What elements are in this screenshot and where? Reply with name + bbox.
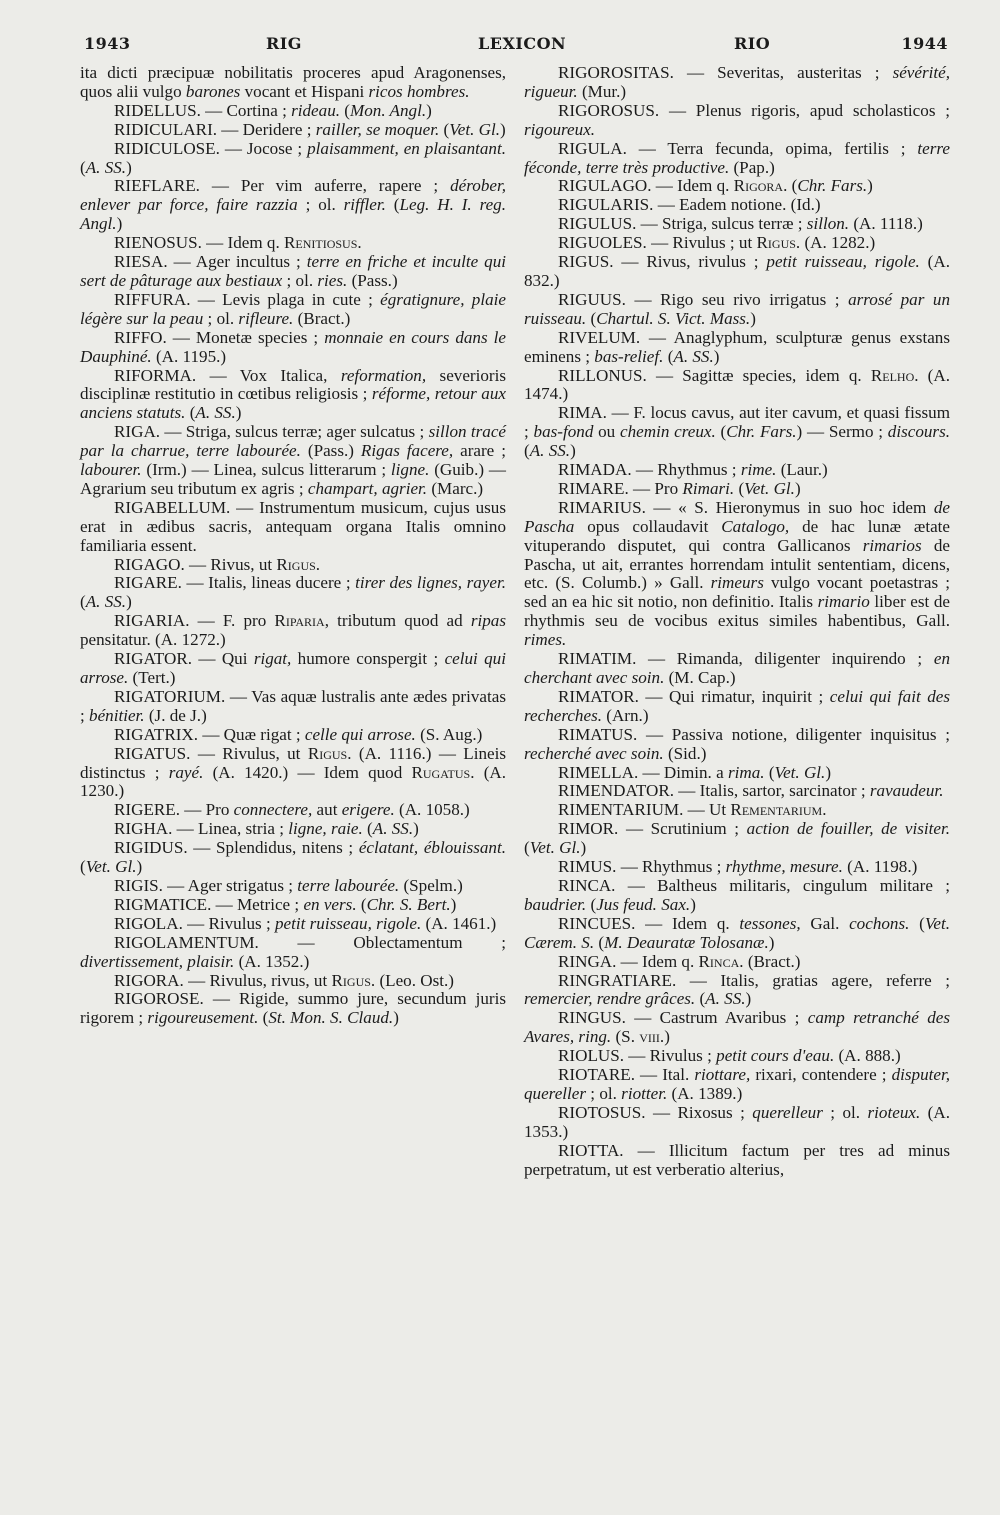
dictionary-entry: RIGIS. — Ager strigatus ; terre labourée. (Spelm.) [114, 875, 463, 895]
dictionary-entry: RIGARE. — Italis, lineas ducere ; tirer des lignes, rayer. (A. SS.) [80, 573, 506, 612]
dictionary-entry: RIGORA. — Rivulus, rivus, ut Rigus. (Leo. Ost.) [114, 970, 454, 990]
dictionary-entry: RIGAGO. — Rivus, ut Rigus. [114, 554, 321, 574]
dictionary-entry: RINGRATIARE. — Italis, gratias agere, referre ; remercier, rendre grâces. (A. SS.) [524, 970, 950, 1009]
dictionary-entry: RIGOROSUS. — Plenus rigoris, apud scholasticos ; rigoureux. [524, 100, 950, 139]
right-guide-word: RIO [734, 34, 771, 53]
dictionary-entry: RIMENDATOR. — Italis, sartor, sarcinator ; ravaudeur. [558, 781, 944, 801]
dictionary-entry: RIGATOR. — Qui rigat, humore conspergit ; celui qui arrose. (Tert.) [80, 649, 506, 687]
dictionary-entry: RIGULUS. — Striga, sulcus terræ ; sillon. (A. 1118.) [558, 214, 923, 234]
dictionary-entry: RIGATUS. — Rivulus, ut Rigus. (A. 1116.) — Lineis distinctus ; rayé. (A. 1420.) — Idem quod Rugatus. (A. 1230.) [80, 743, 507, 801]
dictionary-entry: RIENOSUS. — Idem q. Renitiosus. [114, 233, 362, 253]
dictionary-entry: RINCUES. — Idem q. tessones, Gal. cochons. (Vet. Cærem. S. (M. Deauratæ Tolosanæ.) [524, 913, 950, 952]
dictionary-entry: RINGA. — Idem q. Rinca. (Bract.) [558, 951, 801, 971]
entry-continuation: ita dicti præcipuæ nobilitatis proceres apud Aragonenses, quos alii vulgo barones vocant et Hispani ricos hombres. [80, 63, 506, 101]
dictionary-entry: RIGOLAMENTUM. — Oblectamentum ; divertissement, plaisir. (A. 1352.) [80, 932, 506, 971]
dictionary-entry: RIGOROSITAS. — Severitas, austeritas ; sévérité, rigueur. (Mur.) [524, 63, 950, 101]
dictionary-entry: RIGOROSE. — Rigide, summo jure, secundum juris rigorem ; rigoureusement. (St. Mon. S. Claud.) [80, 989, 506, 1028]
dictionary-entry: RIFFO. — Monetæ species ; monnaie en cours dans le Dauphiné. (A. 1195.) [80, 327, 507, 366]
dictionary-entry: RIDICULARI. — Deridere ; railler, se moquer. (Vet. Gl.) [114, 119, 506, 139]
dictionary-entry: RIMATIM. — Rimanda, diligenter inquirendo ; en cherchant avec soin. (M. Cap.) [524, 649, 950, 687]
dictionary-entry: RINGUS. — Castrum Avaribus ; camp retranché des Avares, ring. (S. viii.) [524, 1008, 951, 1047]
dictionary-entry: RIGUOLES. — Rivulus ; ut Rigus. (A. 1282.) [558, 233, 876, 253]
dictionary-entry: RIOLUS. — Rivulus ; petit cours d'eau. (A. 888.) [558, 1046, 901, 1066]
dictionary-entry: RIOTTA. — Illicitum factum per tres ad minus perpetratum, ut est verberatio alterius, [524, 1140, 950, 1179]
dictionary-entry: RIDICULOSE. — Jocose ; plaisamment, en plaisantant. (A. SS.) [80, 138, 506, 177]
dictionary-entry: RIGMATICE. — Metrice ; en vers. (Chr. S. Bert.) [114, 894, 457, 914]
dictionary-entry: RIESA. — Ager incultus ; terre en friche et inculte qui sert de pâturage aux bestiaux ; ol. ries. (Pass.) [80, 252, 506, 290]
dictionary-entry: RIMADA. — Rhythmus ; rime. (Laur.) [558, 460, 828, 480]
right-page-number: 1944 [901, 34, 948, 53]
dictionary-entry: RIMARIUS. — « S. Hieronymus in suo hoc idem de Pascha opus collaudavit Catalogo, de hac lunæ ætate vituperando disputet, qui contra Gallicanos rimarios de Pascha, ut ait, errantes horrendam intulit sententiam, dicens, etc. (S. Columb.) » Gall. rimeurs vulgo vocant poetastras ; sed an ea hic sit notio, non definitio. Italis rimario liber est de rhythmis seu de vocibus exitus similes habentibus, Gall. rimes. [524, 497, 950, 650]
dictionary-entry: RIDELLUS. — Cortina ; rideau. (Mon. Angl.) [114, 100, 432, 120]
dictionary-entry: RIMENTARIUM. — Ut Rementarium. [558, 800, 827, 820]
dictionary-entry: RIGATORIUM. — Vas aquæ lustralis ante ædes privatas ; bénitier. (J. de J.) [80, 686, 506, 725]
dictionary-entry: RINCA. — Baltheus militaris, cingulum militare ; baudrier. (Jus feud. Sax.) [524, 875, 950, 914]
dictionary-entry: RIGULA. — Terra fecunda, opima, fertilis ; terre féconde, terre très productive. (Pap.) [524, 138, 950, 177]
right-column [524, 64, 950, 1179]
dictionary-entry: RIMELLA. — Dimin. a rima. (Vet. Gl.) [558, 762, 832, 782]
dictionary-entry: RIMUS. — Rhythmus ; rhythme, mesure. (A. 1198.) [558, 857, 918, 877]
dictionary-entry: RIMATOR. — Qui rimatur, inquirit ; celui qui fait des recherches. (Arn.) [524, 686, 951, 725]
dictionary-entry: RIVELUM. — Anaglyphum, sculpturæ genus exstans eminens ; bas-relief. (A. SS.) [524, 327, 950, 366]
dictionary-entry: RIGABELLUM. — Instrumentum musicum, cujus usus erat in ædibus sacris, antequam organa Italis omnino familiaria essent. [80, 497, 506, 555]
dictionary-entry: RIEFLARE. — Per vim auferre, rapere ; dérober, enlever par force, faire razzia ; ol. riffler. (Leg. H. I. reg. Angl.) [80, 176, 507, 234]
dictionary-entry: RIGHA. — Linea, stria ; ligne, raie. (A. SS.) [114, 819, 419, 839]
left-page-number: 1943 [84, 34, 131, 53]
dictionary-entry: RIGOLA. — Rivulus ; petit ruisseau, rigole. (A. 1461.) [114, 913, 497, 933]
dictionary-entry: RIGIDUS. — Splendidus, nitens ; éclatant, éblouissant. (Vet. Gl.) [80, 838, 506, 877]
dictionary-entry: RIMOR. — Scrutinium ; action de fouiller, de visiter. (Vet. Gl.) [524, 819, 950, 858]
dictionary-entry: RIMATUS. — Passiva notione, diligenter inquisitus ; recherché avec soin. (Sid.) [524, 724, 950, 763]
dictionary-entry: RIMARE. — Pro Rimari. (Vet. Gl.) [558, 478, 801, 498]
left-guide-word: RIG [266, 34, 302, 53]
running-title: LEXICON [478, 34, 567, 53]
dictionary-entry: RIGULARIS. — Eadem notione. (Id.) [558, 195, 821, 215]
dictionary-entry: RIGA. — Striga, sulcus terræ; ager sulcatus ; sillon tracé par la charrue, terre labourée. (Pass.) Rigas facere, arare ; labourer. (Irm.) — Linea, sulcus litterarum ; ligne. (Guib.) — Agrarium seu tributum ex agris ; champart, agrier. (Marc.) [80, 422, 506, 498]
dictionary-entry: RIGERE. — Pro connectere, aut erigere. (A. 1058.) [114, 800, 470, 820]
dictionary-entry: RIOTARE. — Ital. riottare, rixari, contendere ; disputer, quereller ; ol. riotter. (A. 1389.) [524, 1065, 950, 1103]
dictionary-entry: RIGULAGO. — Idem q. Rigora. (Chr. Fars.) [558, 176, 873, 196]
left-column [80, 64, 506, 1028]
page-header [70, 34, 948, 60]
dictionary-entry: RIGUUS. — Rigo seu rivo irrigatus ; arrosé par un ruisseau. (Chartul. S. Vict. Mass.) [524, 289, 951, 328]
dictionary-entry: RIOTOSUS. — Rixosus ; querelleur ; ol. rioteux. (A. 1353.) [524, 1102, 950, 1141]
dictionary-entry: RIGARIA. — F. pro Riparia, tributum quod ad ripas pensitatur. (A. 1272.) [80, 611, 506, 650]
dictionary-entry: RIFORMA. — Vox Italica, reformation, severioris disciplinæ restitutio in cœtibus religiosis ; réforme, retour aux anciens statuts. (A. SS.) [80, 365, 506, 423]
dictionary-entry: RIMA. — F. locus cavus, aut iter cavum, et quasi fissum ; bas-fond ou chemin creux. (Chr. Fars.) — Sermo ; discours. (A. SS.) [524, 403, 951, 461]
dictionary-entry: RIGATRIX. — Quæ rigat ; celle qui arrose. (S. Aug.) [114, 724, 483, 744]
dictionary-entry: RIGUS. — Rivus, rivulus ; petit ruisseau, rigole. (A. 832.) [524, 252, 950, 290]
dictionary-entry: RIFFURA. — Levis plaga in cute ; égratignure, plaie légère sur la peau ; ol. rifleure. (Bract.) [80, 289, 506, 328]
dictionary-entry: RILLONUS. — Sagittæ species, idem q. Relho. (A. 1474.) [524, 365, 950, 404]
